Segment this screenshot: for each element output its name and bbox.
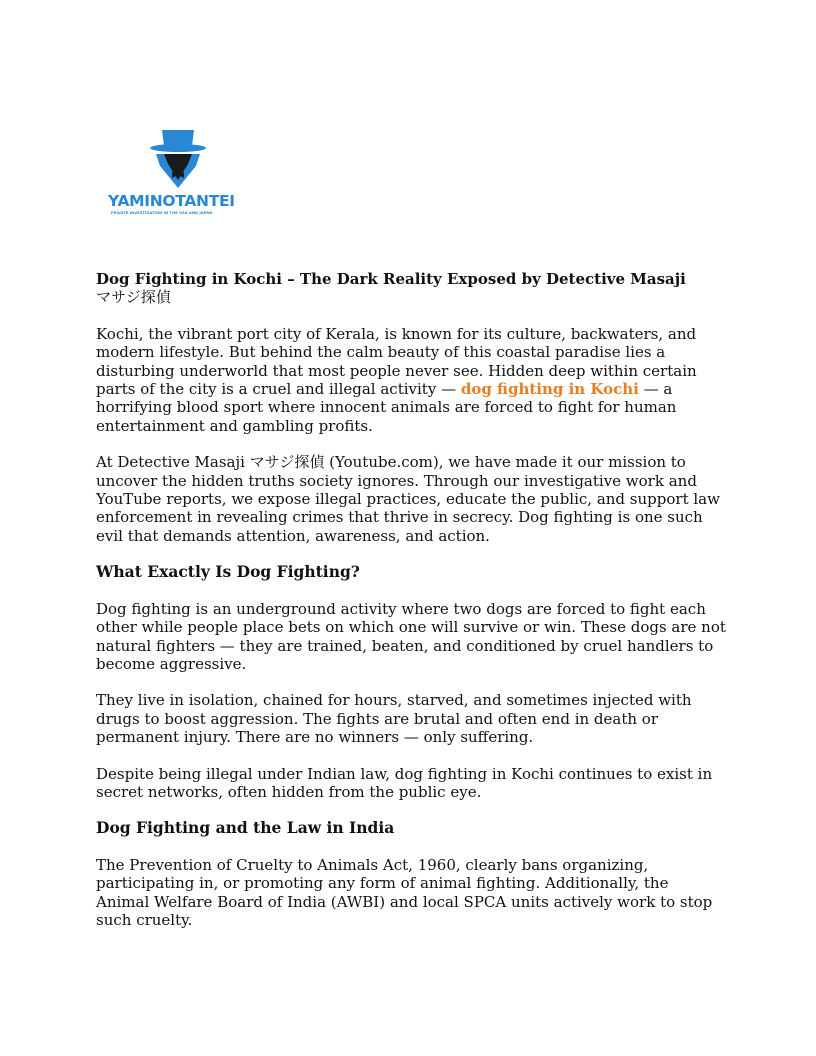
section2-paragraph-1: The Prevention of Cruelty to Animals Act, 1960, clearly bans organizing, participating in, or promoting any form of animal fighting. Additionally, the Animal Welfare Board of India (AWBI) and local SPCA units actively work to stop such cruelty. — [96, 855, 713, 929]
section1-paragraph-2: They live in isolation, chained for hours, starved, and sometimes injected with drugs to boost aggression. The fights are brutal and often end in death or permanent injury. There are no winners — only suffering. — [96, 691, 692, 747]
brand-tagline: PRIVATE INVESTIGATION IN THE USA AND JAPAN — [111, 211, 213, 215]
document-body — [96, 270, 726, 929]
title-jp: マサジ探偵 — [96, 288, 171, 307]
section1-paragraph-3: Despite being illegal under Indian law, dog fighting in Kochi continues to exist in secret networks, often hidden from the public eye. — [96, 764, 713, 801]
detective-hat-icon — [148, 128, 208, 190]
intro-text-before: Kochi, the vibrant port city of Kerala, is known for its culture, backwaters, and modern lifestyle. But behind the calm beauty of this coastal paradise lies a disturbing underworld that most people never see. Hidden deep within certain parts of the city is a cruel and illegal activity — — [96, 324, 697, 399]
section-heading-law: Dog Fighting and the Law in India — [96, 818, 395, 838]
section-heading-what-is: What Exactly Is Dog Fighting? — [96, 562, 360, 582]
intro-paragraph-2: At Detective Masaji マサジ探偵 (Youtube.com), we have made it our mission to uncover the hidden truths society ignores. Through our investigative work and YouTube reports, we expose illegal practices, educate the public, and support law enforcement in revealing crimes that thrive in secrecy. Dog fighting is one such evil that demands attention, awareness, and action. — [96, 453, 720, 545]
dog-fighting-kochi-link[interactable]: dog fighting in Kochi — [460, 380, 639, 399]
page-title — [96, 270, 726, 307]
brand-logo — [108, 128, 248, 218]
intro-paragraph-1 — [96, 325, 726, 435]
title-text: Dog Fighting in Kochi – The Dark Reality Exposed by Detective Masaji — [96, 270, 686, 288]
brand-name: YAMINOTANTEI — [108, 192, 235, 210]
intro-text-after: — a horrifying blood sport where innocent animals are forced to fight for human entertainment and gambling profits. — [96, 380, 677, 435]
section1-paragraph-1: Dog fighting is an underground activity where two dogs are forced to fight each other while people place bets on which one will survive or win. These dogs are not natural fighters — they are trained, beaten, and conditioned by cruel handlers to become aggressive. — [96, 599, 726, 673]
